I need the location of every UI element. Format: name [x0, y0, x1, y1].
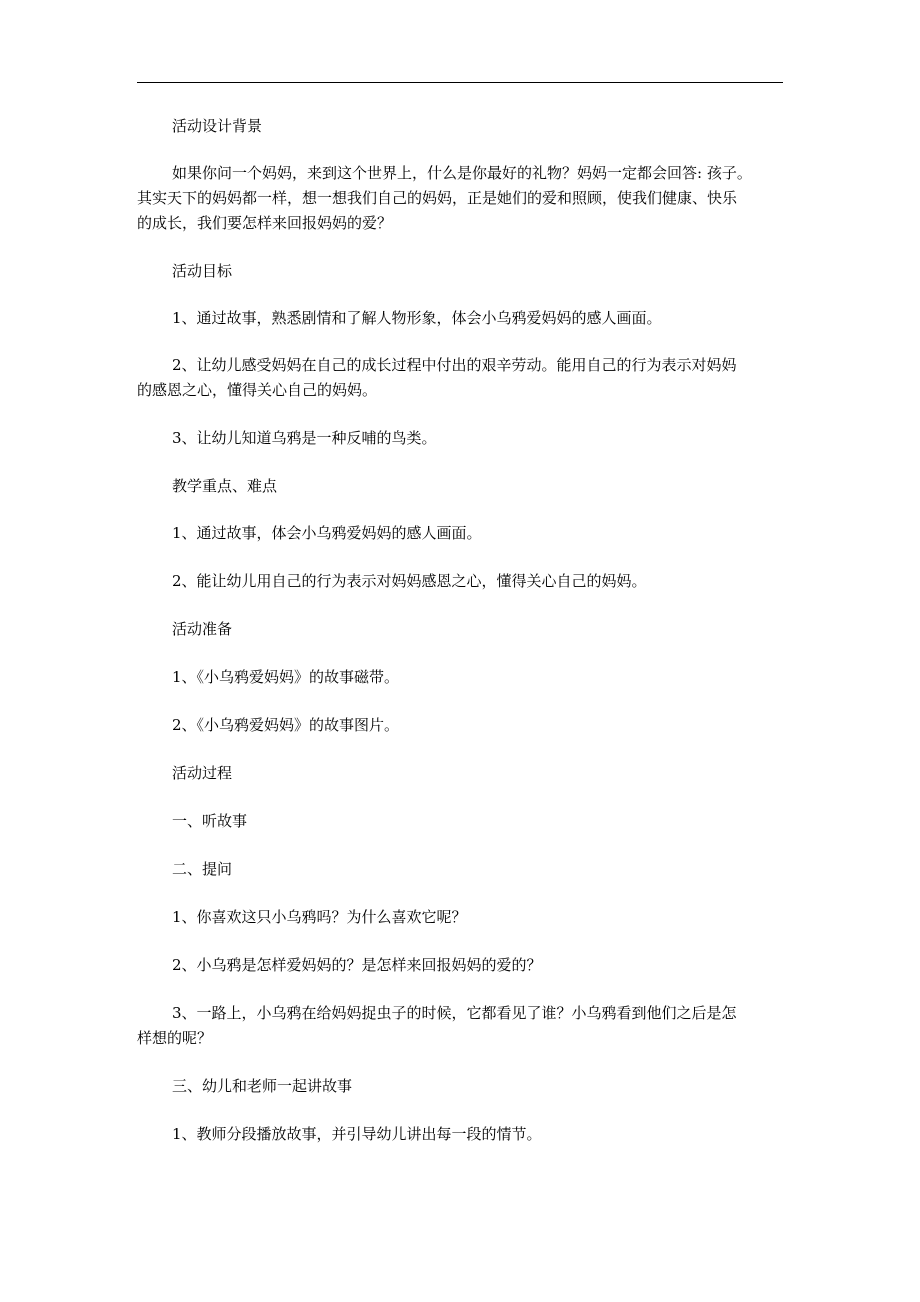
list-item: 3、一路上，小乌鸦在给妈妈捉虫子的时候，它都看见了谁？小乌鸦看到他们之后是怎	[172, 1004, 737, 1022]
list-item: 1、通过故事，熟悉剧情和了解人物形象，体会小乌鸦爱妈妈的感人画面。	[172, 309, 662, 327]
list-item: 2、能让幼儿用自己的行为表示对妈妈感恩之心，懂得关心自己的妈妈。	[172, 572, 647, 590]
heading-process: 活动过程	[172, 764, 233, 782]
header-rule	[137, 82, 783, 83]
list-item: 3、让幼儿知道乌鸦是一种反哺的鸟类。	[172, 429, 437, 447]
list-item: 1、通过故事，体会小乌鸦爱妈妈的感人画面。	[172, 524, 482, 542]
section-tell-story: 三、幼儿和老师一起讲故事	[172, 1077, 353, 1095]
list-item-continuation: 样想的呢？	[137, 1029, 213, 1047]
heading-background: 活动设计背景	[172, 117, 263, 135]
heading-goals: 活动目标	[172, 262, 233, 280]
section-questions: 二、提问	[172, 860, 233, 878]
heading-preparation: 活动准备	[172, 620, 233, 638]
paragraph-line: 的成长，我们要怎样来回报妈妈的爱？	[137, 214, 393, 232]
paragraph-line: 其实天下的妈妈都一样，想一想我们自己的妈妈，正是她们的爱和照顾，使我们健康、快乐	[137, 189, 738, 207]
list-item-continuation: 的感恩之心，懂得关心自己的妈妈。	[137, 381, 378, 399]
list-item: 2、让幼儿感受妈妈在自己的成长过程中付出的艰辛劳动。能用自己的行为表示对妈妈	[172, 356, 737, 374]
list-item: 1、《小乌鸦爱妈妈》的故事磁带。	[172, 668, 400, 686]
list-item: 2、小乌鸦是怎样爱妈妈的？是怎样来回报妈妈的爱的？	[172, 956, 542, 974]
list-item: 1、教师分段播放故事，并引导幼儿讲出每一段的情节。	[172, 1125, 542, 1143]
section-listen: 一、听故事	[172, 812, 248, 830]
list-item: 1、你喜欢这只小乌鸦吗？为什么喜欢它呢？	[172, 908, 467, 926]
paragraph-line: 如果你问一个妈妈，来到这个世界上，什么是你最好的礼物？妈妈一定都会回答: 孩子。	[172, 164, 752, 182]
list-item: 2、《小乌鸦爱妈妈》的故事图片。	[172, 716, 400, 734]
heading-key-points: 教学重点、难点	[172, 477, 278, 495]
